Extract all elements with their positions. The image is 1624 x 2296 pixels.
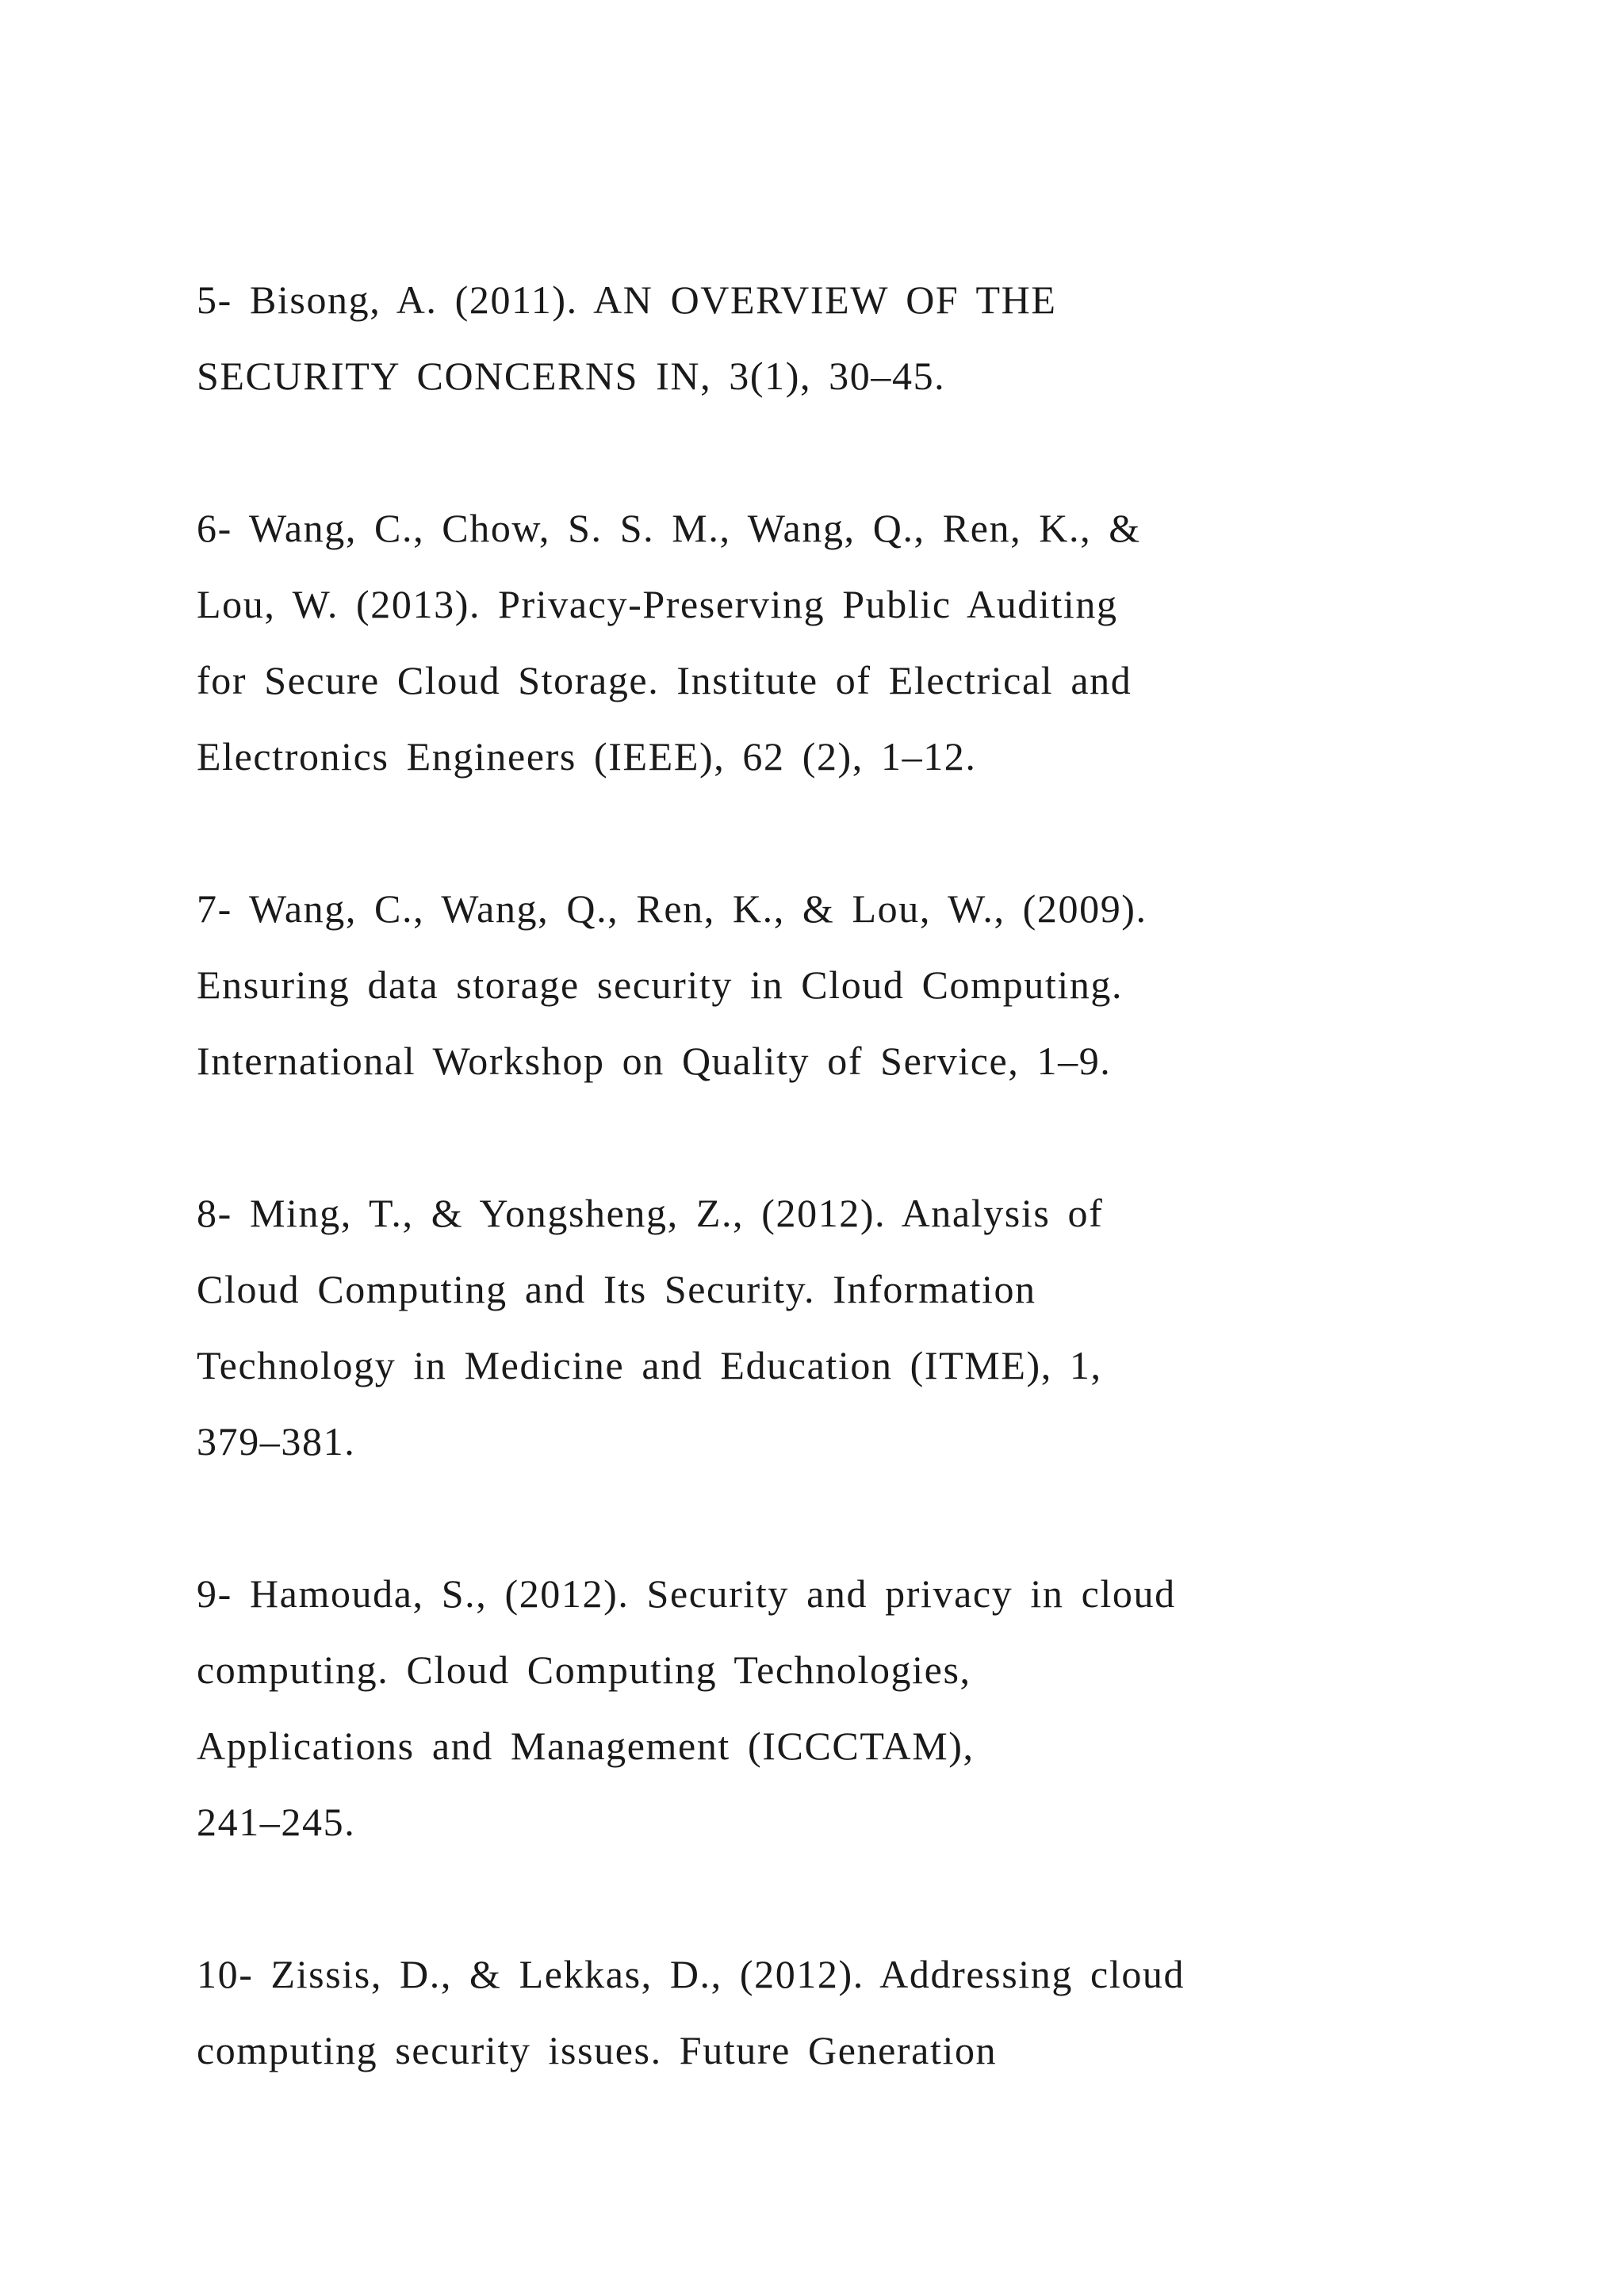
reference-line: 9- Hamouda, S., (2012). Security and privacy in cloud bbox=[197, 1571, 1176, 1616]
reference-line: 8- Ming, T., & Yongsheng, Z., (2012). Analysis of bbox=[197, 1191, 1104, 1235]
reference-line: 7- Wang, C., Wang, Q., Ren, K., & Lou, W., (2009). bbox=[197, 886, 1147, 931]
reference-line: Ensuring data storage security in Cloud Computing. bbox=[197, 962, 1124, 1007]
reference-7 bbox=[197, 871, 1545, 1099]
reference-line: SECURITY CONCERNS IN, 3(1), 30–45. bbox=[197, 354, 946, 398]
reference-line: Electronics Engineers (IEEE), 62 (2), 1–12. bbox=[197, 734, 977, 779]
reference-line: Applications and Management (ICCCTAM), bbox=[197, 1724, 975, 1768]
reference-9 bbox=[197, 1556, 1545, 1860]
reference-line: computing security issues. Future Generation bbox=[197, 2028, 998, 2072]
reference-line: computing. Cloud Computing Technologies, bbox=[197, 1647, 971, 1692]
reference-line: for Secure Cloud Storage. Institute of Electrical and bbox=[197, 658, 1132, 702]
reference-list bbox=[197, 262, 1545, 2164]
reference-6 bbox=[197, 490, 1545, 794]
reference-line: 241–245. bbox=[197, 1800, 356, 1844]
reference-line: Technology in Medicine and Education (ITME), 1, bbox=[197, 1343, 1102, 1387]
reference-8 bbox=[197, 1175, 1545, 1479]
reference-line: 10- Zissis, D., & Lekkas, D., (2012). Addressing cloud bbox=[197, 1952, 1185, 1996]
reference-line: 6- Wang, C., Chow, S. S. M., Wang, Q., Ren, K., & bbox=[197, 506, 1141, 550]
reference-line: Cloud Computing and Its Security. Information bbox=[197, 1267, 1036, 1311]
reference-5 bbox=[197, 262, 1545, 414]
reference-10 bbox=[197, 1936, 1545, 2088]
reference-line: 379–381. bbox=[197, 1419, 356, 1464]
reference-line: 5- Bisong, A. (2011). AN OVERVIEW OF THE bbox=[197, 277, 1057, 322]
reference-line: International Workshop on Quality of Service, 1–9. bbox=[197, 1039, 1112, 1083]
reference-line: Lou, W. (2013). Privacy-Preserving Public Auditing bbox=[197, 582, 1118, 626]
